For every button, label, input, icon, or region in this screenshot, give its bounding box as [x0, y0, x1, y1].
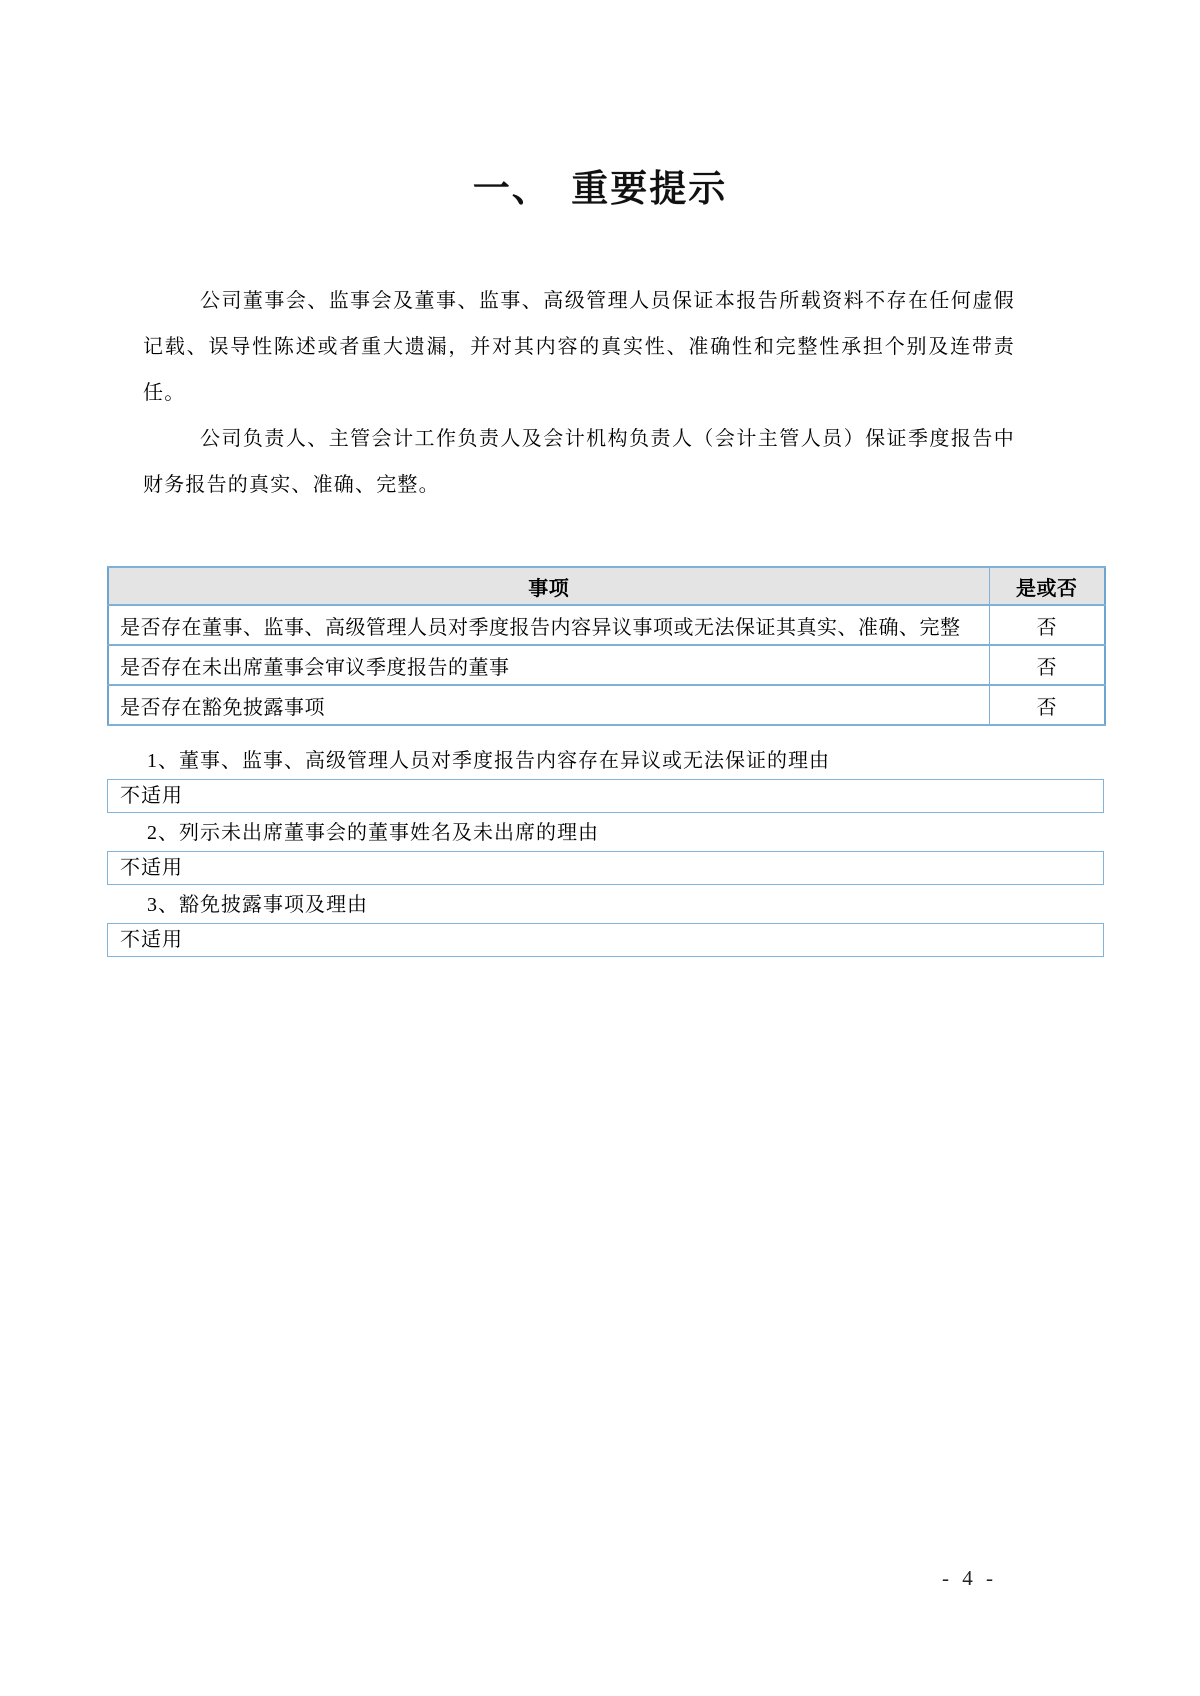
- items-table: [107, 566, 1106, 726]
- section-absent-directors: [107, 820, 1104, 885]
- item-cell: 是否存在豁免披露事项: [108, 685, 989, 725]
- table-row: [108, 645, 1105, 685]
- item-cell: 是否存在未出席董事会审议季度报告的董事: [108, 645, 989, 685]
- answer-cell: 否: [989, 645, 1105, 685]
- intro-paragraphs: [143, 278, 1015, 508]
- page-number: - 4 -: [942, 1566, 997, 1590]
- paragraph-responsibility: 公司董事会、监事会及董事、监事、高级管理人员保证本报告所载资料不存在任何虚假记载、误导性陈述或者重大遗漏，并对其内容的真实性、准确性和完整性承担个别及连带责任。: [143, 290, 1015, 404]
- item-cell: 是否存在董事、监事、高级管理人员对季度报告内容异议事项或无法保证其真实、准确、完整: [108, 605, 989, 645]
- section-value-box: 不适用: [107, 779, 1104, 813]
- section-exemption-disclosure: [107, 892, 1104, 957]
- detail-sections: [107, 748, 1104, 957]
- table-header-row: [108, 567, 1105, 605]
- section-objection-reason: [107, 748, 1104, 813]
- paragraph-financial-report: 公司负责人、主管会计工作负责人及会计机构负责人（会计主管人员）保证季度报告中财务报告的真实、准确、完整。: [143, 428, 1015, 496]
- section-label: 1、董事、监事、高级管理人员对季度报告内容存在异议或无法保证的理由: [147, 750, 830, 772]
- section-label: 3、豁免披露事项及理由: [147, 894, 368, 916]
- section-value-box: 不适用: [107, 923, 1104, 957]
- section-label: 2、列示未出席董事会的董事姓名及未出席的理由: [147, 822, 599, 844]
- table-header-item: 事项: [108, 567, 989, 605]
- answer-cell: 否: [989, 605, 1105, 645]
- answer-cell: 否: [989, 685, 1105, 725]
- table-header-answer: 是或否: [989, 567, 1105, 605]
- table-row: [108, 685, 1105, 725]
- table-row: [108, 605, 1105, 645]
- section-value-box: 不适用: [107, 851, 1104, 885]
- page-title: 一、 重要提示: [472, 168, 728, 209]
